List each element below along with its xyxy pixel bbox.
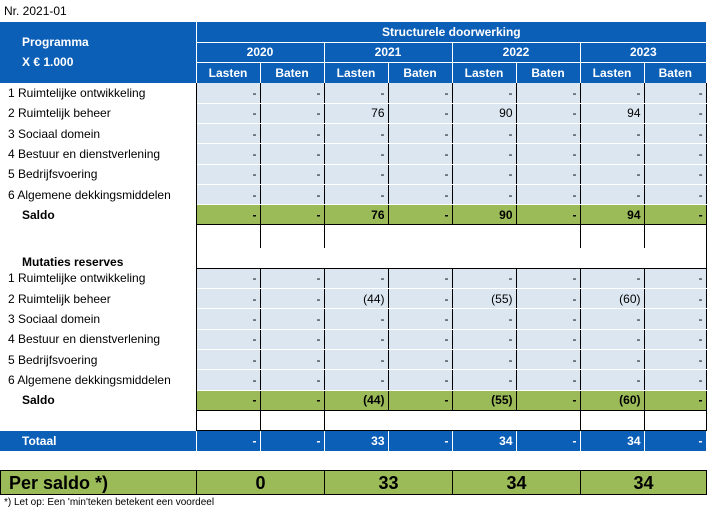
lasten-header: Lasten [324, 63, 388, 83]
spacer-row [0, 410, 706, 430]
value-cell: 76 [324, 103, 388, 123]
value-cell: - [388, 103, 452, 123]
value-cell: - [324, 184, 388, 204]
saldo-cell: 94 [580, 205, 644, 225]
mutaties-reserves-title: Mutaties reserves [0, 248, 196, 268]
per-saldo-label: Per saldo *) [1, 471, 197, 495]
row-label: 3 Sociaal domein [0, 123, 196, 143]
value-cell: - [644, 370, 706, 390]
value-cell: - [324, 268, 388, 288]
value-cell: - [516, 184, 580, 204]
saldo-cell: 90 [452, 205, 516, 225]
value-cell: - [388, 184, 452, 204]
value-cell: - [324, 164, 388, 184]
per-saldo-row [1, 471, 707, 495]
year-header-2021: 2021 [324, 42, 452, 62]
totaal-label: Totaal [0, 431, 196, 451]
saldo-cell: - [644, 205, 706, 225]
table-row [0, 164, 706, 184]
value-cell: - [260, 370, 324, 390]
row-label: 4 Bestuur en dienstverlening [0, 144, 196, 164]
totaal-cell: 33 [324, 431, 388, 451]
saldo-cell: - [260, 205, 324, 225]
saldo-cell: (55) [452, 390, 516, 410]
totaal-cell: - [388, 431, 452, 451]
table-row [0, 309, 706, 329]
value-cell: - [196, 123, 260, 143]
value-cell: - [644, 289, 706, 309]
value-cell: - [260, 164, 324, 184]
totaal-cell: 34 [580, 431, 644, 451]
value-cell: - [260, 83, 324, 103]
value-cell: - [580, 370, 644, 390]
programma-label: Programma [22, 35, 89, 50]
totaal-cell: 34 [452, 431, 516, 451]
baten-header: Baten [516, 63, 580, 83]
value-cell: - [580, 349, 644, 369]
saldo-cell: - [516, 390, 580, 410]
value-cell: - [324, 144, 388, 164]
value-cell: - [644, 103, 706, 123]
value-cell: - [260, 184, 324, 204]
value-cell: - [580, 184, 644, 204]
saldo-cell: (60) [580, 390, 644, 410]
value-cell: - [452, 370, 516, 390]
value-cell: 94 [580, 103, 644, 123]
value-cell: - [516, 329, 580, 349]
structurele-doorwerking-header: Structurele doorwerking [196, 22, 706, 42]
section-reserves [0, 268, 706, 410]
budget-table [0, 22, 707, 265]
value-cell: (60) [580, 289, 644, 309]
value-cell: - [644, 144, 706, 164]
value-cell: - [388, 144, 452, 164]
lasten-header: Lasten [580, 63, 644, 83]
saldo-cell: - [388, 205, 452, 225]
reserves-table [0, 248, 707, 451]
table-row [0, 144, 706, 164]
row-label: 6 Algemene dekkingsmiddelen [0, 184, 196, 204]
row-label: 6 Algemene dekkingsmiddelen [0, 370, 196, 390]
table-row [0, 184, 706, 204]
value-cell: - [196, 349, 260, 369]
value-cell: - [388, 83, 452, 103]
baten-header: Baten [644, 63, 706, 83]
table-row [0, 329, 706, 349]
saldo-cell: - [516, 205, 580, 225]
value-cell: - [196, 268, 260, 288]
footnote: *) Let op: Een 'min'teken betekent een voordeel [4, 497, 215, 508]
value-cell: - [196, 144, 260, 164]
value-cell: - [260, 123, 324, 143]
value-cell: - [324, 83, 388, 103]
value-cell: - [644, 349, 706, 369]
value-cell: - [644, 268, 706, 288]
value-cell: - [452, 184, 516, 204]
totaal-cell: - [196, 431, 260, 451]
value-cell: - [644, 123, 706, 143]
value-cell: - [388, 370, 452, 390]
value-cell: - [644, 309, 706, 329]
value-cell: - [388, 349, 452, 369]
value-cell: - [196, 329, 260, 349]
value-cell: (44) [324, 289, 388, 309]
table-row [0, 123, 706, 143]
value-cell: - [516, 83, 580, 103]
row-label: 1 Ruimtelijke ontwikkeling [0, 268, 196, 288]
value-cell: - [644, 329, 706, 349]
value-cell: - [196, 289, 260, 309]
value-cell: - [580, 164, 644, 184]
saldo-cell: - [196, 205, 260, 225]
totaal-row [0, 431, 706, 451]
year-header-2020: 2020 [196, 42, 324, 62]
document-number: Nr. 2021-01 [4, 4, 67, 18]
value-cell: - [324, 123, 388, 143]
year-header-2022: 2022 [452, 42, 580, 62]
row-label: 3 Sociaal domein [0, 309, 196, 329]
value-cell: - [324, 349, 388, 369]
row-label: 4 Bestuur en dienstverlening [0, 329, 196, 349]
value-cell: - [580, 123, 644, 143]
value-cell: - [260, 144, 324, 164]
totaal-cell: - [644, 431, 706, 451]
saldo-cell: - [260, 390, 324, 410]
value-cell: - [580, 329, 644, 349]
saldo-label: Saldo [0, 205, 196, 225]
table-row [0, 289, 706, 309]
row-label: 5 Bedrijfsvoering [0, 164, 196, 184]
value-cell: - [388, 289, 452, 309]
section-programma [0, 83, 706, 225]
saldo-cell: 76 [324, 205, 388, 225]
value-cell: - [388, 329, 452, 349]
lasten-header: Lasten [196, 63, 260, 83]
value-cell: - [452, 349, 516, 369]
value-cell: 90 [452, 103, 516, 123]
per-saldo-value: 34 [453, 471, 581, 495]
value-cell: - [260, 309, 324, 329]
value-cell: - [324, 329, 388, 349]
value-cell: - [196, 164, 260, 184]
programma-header [0, 22, 196, 83]
value-cell: - [516, 164, 580, 184]
section-title-row [0, 248, 706, 268]
saldo-cell: - [644, 390, 706, 410]
value-cell: - [580, 268, 644, 288]
row-label: 1 Ruimtelijke ontwikkeling [0, 83, 196, 103]
totaal-cell: - [516, 431, 580, 451]
baten-header: Baten [388, 63, 452, 83]
value-cell: - [580, 83, 644, 103]
value-cell: - [452, 268, 516, 288]
row-label: 5 Bedrijfsvoering [0, 349, 196, 369]
row-label: 2 Ruimtelijk beheer [0, 289, 196, 309]
table-row [0, 83, 706, 103]
table-row [0, 370, 706, 390]
value-cell: - [452, 164, 516, 184]
value-cell: - [324, 370, 388, 390]
value-cell: - [644, 184, 706, 204]
value-cell: - [260, 349, 324, 369]
value-cell: - [644, 83, 706, 103]
value-cell: - [452, 144, 516, 164]
saldo-cell: (44) [324, 390, 388, 410]
table-row [0, 268, 706, 288]
saldo-label: Saldo [0, 390, 196, 410]
value-cell: - [644, 164, 706, 184]
per-saldo-value: 33 [325, 471, 453, 495]
value-cell: - [516, 309, 580, 329]
value-cell: - [260, 289, 324, 309]
value-cell: - [388, 268, 452, 288]
value-cell: - [516, 349, 580, 369]
value-cell: - [196, 184, 260, 204]
year-header-2023: 2023 [580, 42, 706, 62]
saldo-row [0, 390, 706, 410]
value-cell: - [196, 309, 260, 329]
totaal-cell: - [260, 431, 324, 451]
value-cell: - [452, 329, 516, 349]
value-cell: - [260, 103, 324, 123]
value-cell: - [516, 370, 580, 390]
per-saldo-value: 0 [197, 471, 325, 495]
value-cell: - [196, 370, 260, 390]
value-cell: - [516, 123, 580, 143]
value-cell: - [452, 83, 516, 103]
value-cell: - [516, 144, 580, 164]
saldo-cell: - [196, 390, 260, 410]
value-cell: - [516, 268, 580, 288]
value-cell: - [196, 103, 260, 123]
value-cell: - [388, 164, 452, 184]
saldo-row [0, 205, 706, 225]
value-cell: - [516, 103, 580, 123]
value-cell: - [580, 309, 644, 329]
row-label: 2 Ruimtelijk beheer [0, 103, 196, 123]
table-row [0, 349, 706, 369]
per-saldo-table [0, 470, 707, 495]
lasten-header: Lasten [452, 63, 516, 83]
value-cell: - [452, 309, 516, 329]
value-cell: (55) [452, 289, 516, 309]
per-saldo-value: 34 [581, 471, 707, 495]
value-cell: - [388, 309, 452, 329]
unit-label: X € 1.000 [22, 55, 74, 70]
table-row [0, 103, 706, 123]
baten-header: Baten [260, 63, 324, 83]
value-cell: - [260, 268, 324, 288]
value-cell: - [452, 123, 516, 143]
value-cell: - [260, 329, 324, 349]
value-cell: - [516, 289, 580, 309]
value-cell: - [196, 83, 260, 103]
value-cell: - [388, 123, 452, 143]
saldo-cell: - [388, 390, 452, 410]
value-cell: - [324, 309, 388, 329]
value-cell: - [580, 144, 644, 164]
